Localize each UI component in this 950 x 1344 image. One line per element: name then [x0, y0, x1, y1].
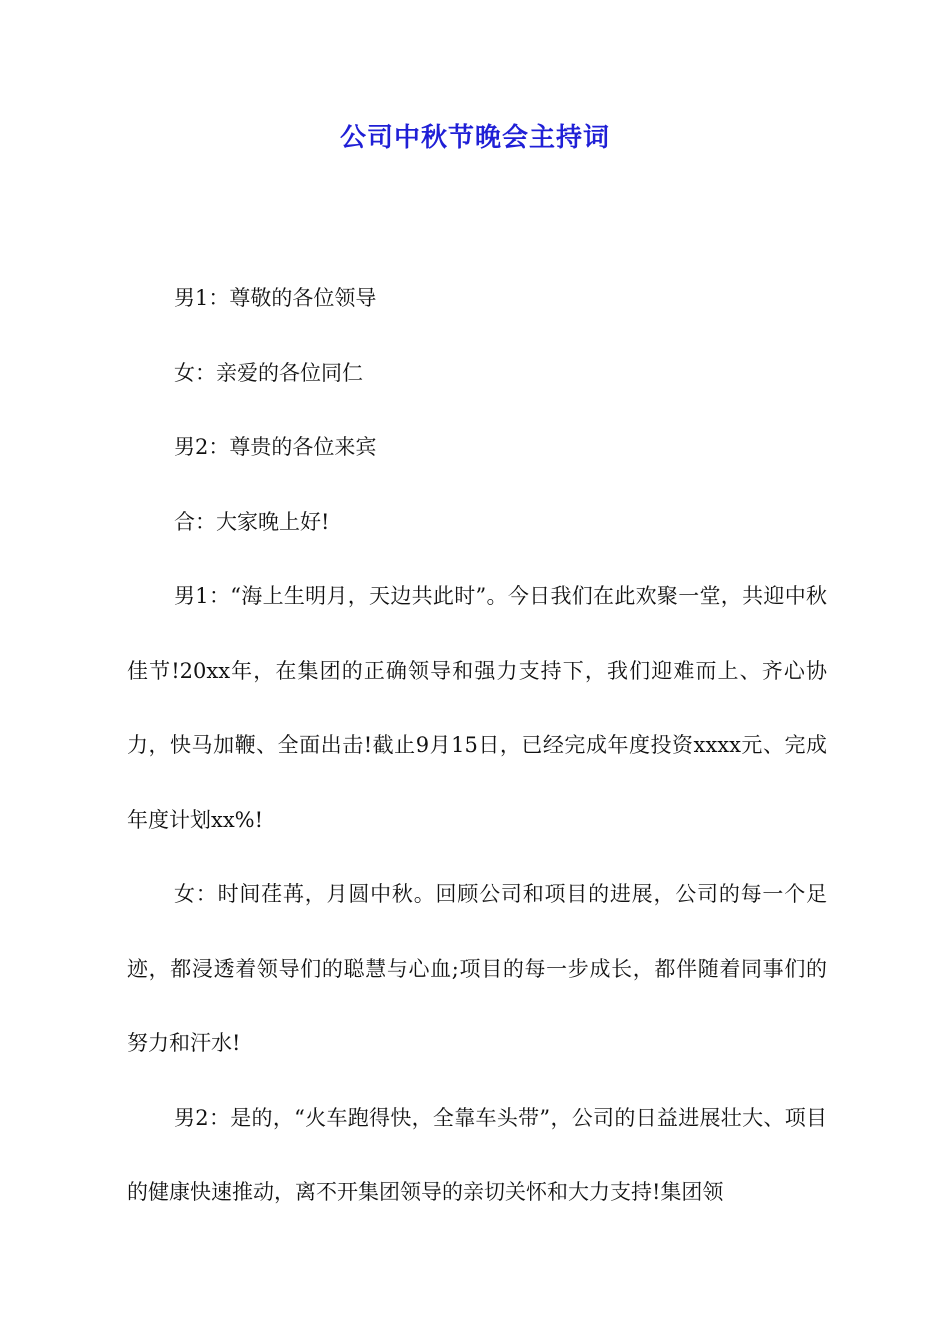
- paragraph-6: 女：时间荏苒，月圆中秋。回顾公司和项目的进展，公司的每一个足迹，都浸透着领导们的聪慧与心血;项目的每一步成长，都伴随着同事们的努力和汗水!: [127, 882, 827, 1055]
- paragraph-4: 合：大家晚上好!: [174, 509, 330, 534]
- paragraph-3: 男2：尊贵的各位来宾: [174, 435, 377, 459]
- page-title: 公司中秋节晚会主持词: [339, 123, 610, 153]
- paragraph-7: 男2：是的，“火车跑得快，全靠车头带”，公司的日益进展壮大、项目的健康快速推动，离不开集团领导的亲切关怀和大力支持!集团领: [127, 1105, 827, 1204]
- document-body: [127, 261, 827, 1230]
- paragraph-5: 男1：“海上生明月，天边共此时”。今日我们在此欢聚一堂，共迎中秋佳节!20xx年，在集团的正确领导和强力支持下，我们迎难而上、齐心协力，快马加鞭、全面出击!截止9月15日，已经完成年度投资xxxx元、完成年度计划xx%!: [127, 584, 827, 832]
- paragraph-1: 男1：尊敬的各位领导: [174, 286, 377, 310]
- paragraph-2: 女：亲爱的各位同仁: [174, 360, 363, 385]
